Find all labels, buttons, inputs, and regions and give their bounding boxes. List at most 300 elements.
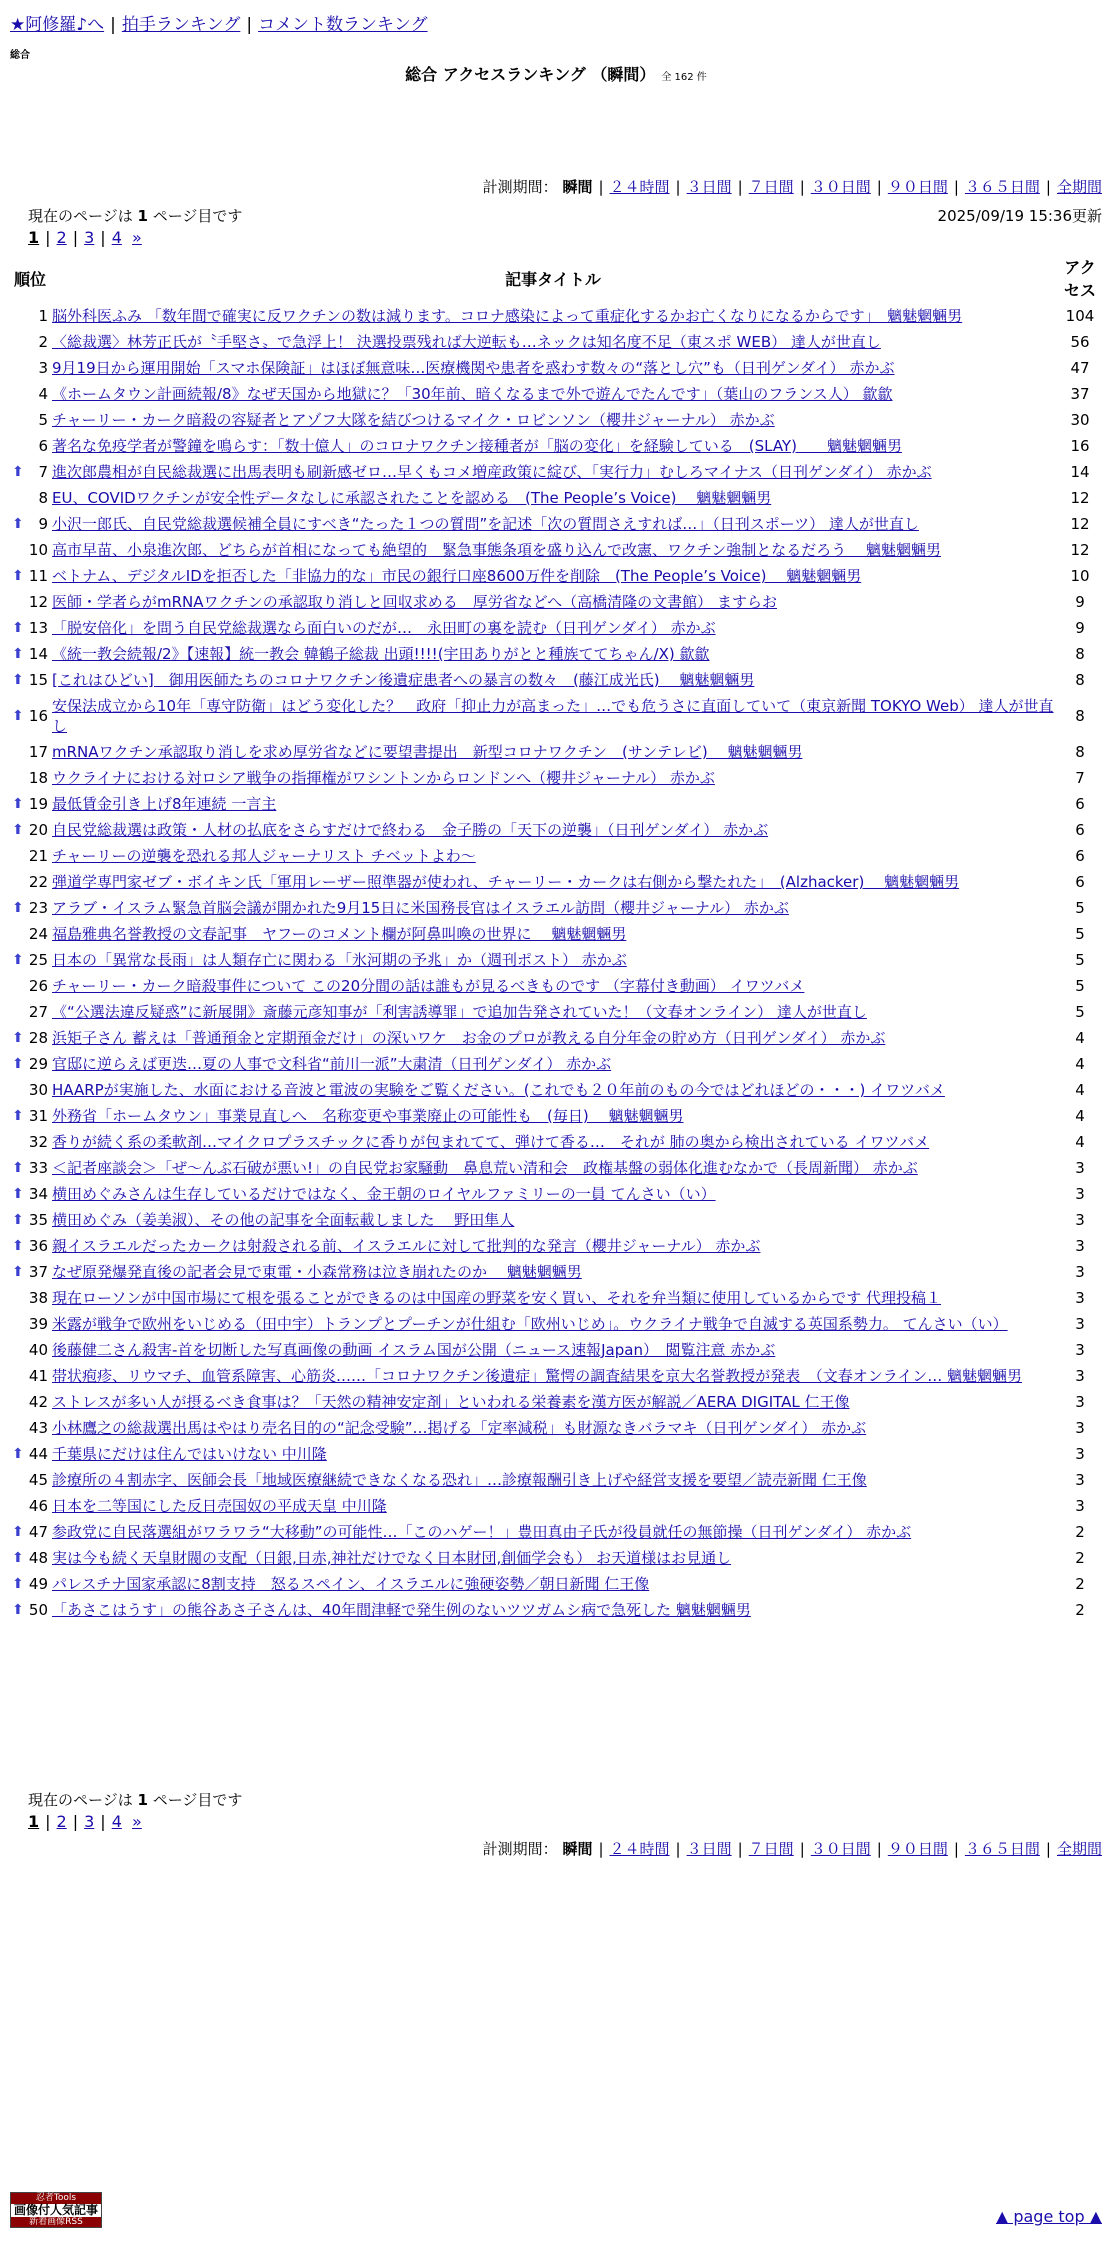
title-cell (50, 791, 1056, 817)
table-row (10, 1233, 1104, 1259)
period-365d-link[interactable]: ３６５日間 (964, 178, 1040, 196)
table-row (10, 1311, 1104, 1337)
article-link[interactable]: 《統一教会続報/2》【速報】統一教会 韓鶴子総裁 出頭!!!!(宇田ありがとと種族ててちゃん/X) 歙歙 (52, 645, 710, 663)
table-row (10, 739, 1104, 765)
table-header-row (10, 253, 1104, 303)
title-cell (50, 1207, 1056, 1233)
header-title: 記事タイトル (505, 269, 601, 289)
ranking-table (10, 253, 1104, 1623)
table-row (10, 1155, 1104, 1181)
rank-number: 9 (38, 515, 48, 533)
pager-top: 1 | 2 | 3 | 4 » (28, 228, 142, 247)
rank-cell (10, 1285, 50, 1311)
access-count: 3 (1075, 1471, 1085, 1489)
period-90d-link[interactable]: ９０日間 (887, 178, 948, 196)
article-link[interactable]: 診療所の４割赤字、医師会長「地域医療継続できなくなる恐れ」…診療報酬引き上げや経営支援を要望／読売新聞 仁王像 (52, 1471, 867, 1489)
title-cell (50, 869, 1056, 895)
article-link[interactable]: 弾道学専門家ゼブ・ボイキン氏「軍用レーザー照準器が使われ、チャーリー・カークは右側から撃たれた」 (Alzhacker) 魑魅魍魎男 (52, 873, 960, 891)
table-row (10, 1025, 1104, 1051)
access-count: 8 (1075, 743, 1085, 761)
period-7d-link[interactable]: ７日間 (748, 1840, 794, 1858)
table-row (10, 355, 1104, 381)
table-row (10, 1103, 1104, 1129)
period-30d-link[interactable]: ３０日間 (810, 178, 871, 196)
article-link[interactable]: アラブ・イスラム緊急首脳会議が開かれた9月15日に米国務長官はイスラエル訪問（櫻井ジャーナル） 赤かぶ (52, 899, 789, 917)
rank-number: 46 (28, 1497, 48, 1515)
article-link[interactable]: 千葉県にだけは住んではいけない 中川隆 (52, 1445, 327, 1463)
article-link[interactable]: HAARPが実施した、水面における音波と電波の実験をご覧ください。(これでも２０年前のもの今ではどれほどの・・・) イワツバメ (52, 1081, 945, 1099)
article-link[interactable]: [これはひどい] 御用医師たちのコロナワクチン後遺症患者への暴言の数々 (藤江成光氏) 魑魅魍魎男 (52, 671, 755, 689)
pager-next[interactable]: » (132, 1812, 142, 1831)
rank-cell (10, 1337, 50, 1363)
table-row (10, 869, 1104, 895)
table-row (10, 947, 1104, 973)
rank-cell (10, 895, 50, 921)
page-title: 総合 アクセスランキング （瞬間） (405, 65, 656, 84)
rank-cell (10, 947, 50, 973)
access-count: 2 (1075, 1575, 1085, 1593)
rank-cell (10, 739, 50, 765)
article-link[interactable]: 著名な免疫学者が警鐘を鳴らす：「数十億人」のコロナワクチン接種者が「脳の変化」を経験している (SLAY) 魑魅魍魎男 (52, 437, 902, 455)
article-link[interactable]: 〈総裁選〉林芳正氏が〝手堅さ〟で急浮上！ 決選投票残れば大逆転も…ネックは知名度不足（東スポ WEB） 達人が世直し (52, 333, 881, 351)
rank-number: 4 (38, 385, 48, 403)
rank-up-arrow-icon: ⬆ (12, 900, 24, 916)
table-row (10, 1051, 1104, 1077)
nav-separator: | (110, 15, 116, 35)
rank-up-arrow-icon: ⬆ (12, 464, 24, 480)
table-row (10, 615, 1104, 641)
article-link[interactable]: 横田めぐみさんは生存しているだけではなく、金王朝のロイヤルファミリーの一員 てんさい（い） (52, 1185, 716, 1203)
access-count: 9 (1075, 593, 1085, 611)
rank-number: 33 (28, 1159, 48, 1177)
rank-number: 44 (28, 1445, 48, 1463)
article-link[interactable]: パレスチナ国家承認に8割支持 怒るスペイン、イスラエルに強硬姿勢／朝日新聞 仁王像 (52, 1575, 650, 1593)
rank-up-arrow-icon: ⬆ (12, 568, 24, 584)
article-link[interactable]: チャーリー・カーク暗殺の容疑者とアゾフ大隊を結びつけるマイク・ロビンソン（櫻井ジャーナル） 赤かぶ (52, 411, 775, 429)
rank-cell (10, 485, 50, 511)
table-row (10, 641, 1104, 667)
rank-cell (10, 693, 50, 739)
article-link[interactable]: 小林鷹之の総裁選出馬はやはり売名目的の“記念受験”…掲げる「定率減税」も財源なきバラマキ（日刊ゲンダイ） 赤かぶ (52, 1419, 867, 1437)
article-link[interactable]: ベトナム、デジタルIDを拒否した「非協力的な」市民の銀行口座8600万件を削除 (The People’s Voice) 魑魅魍魎男 (52, 567, 862, 585)
rank-up-arrow-icon: ⬆ (12, 1056, 24, 1072)
rank-number: 30 (28, 1081, 48, 1099)
rank-cell (10, 973, 50, 999)
page-info-top: 現在のページは 1 ページ目です (28, 207, 243, 225)
table-row (10, 407, 1104, 433)
rank-number: 37 (28, 1263, 48, 1281)
period-90d-link[interactable]: ９０日間 (887, 1840, 948, 1858)
title-cell (50, 407, 1056, 433)
title-cell (50, 1051, 1056, 1077)
pager-page-4[interactable]: 4 (111, 228, 122, 247)
rank-cell (10, 1181, 50, 1207)
rank-cell (10, 511, 50, 537)
pager-bottom: 1 | 2 | 3 | 4 » (28, 1812, 142, 1831)
pager-page-2[interactable]: 2 (56, 228, 67, 247)
title-cell (50, 381, 1056, 407)
section-label: 総合 (10, 50, 30, 61)
table-row (10, 1545, 1104, 1571)
title-cell (50, 1493, 1056, 1519)
table-row (10, 485, 1104, 511)
rank-number: 42 (28, 1393, 48, 1411)
title-cell (50, 1337, 1056, 1363)
rank-number: 3 (38, 359, 48, 377)
period-current: 瞬間 (562, 178, 593, 196)
access-count: 4 (1075, 1107, 1085, 1125)
rank-cell (10, 1415, 50, 1441)
table-row (10, 329, 1104, 355)
access-count: 5 (1075, 1003, 1085, 1021)
page-title-wrap (0, 62, 1112, 85)
title-cell (50, 1233, 1056, 1259)
access-count: 5 (1075, 925, 1085, 943)
article-link[interactable]: mRNAワクチン承認取り消しを求め厚労省などに要望書提出 新型コロナワクチン (サンテレビ) 魑魅魍魎男 (52, 743, 803, 761)
rank-number: 25 (28, 951, 48, 969)
title-cell (50, 1415, 1056, 1441)
access-count: 4 (1075, 1029, 1085, 1047)
rank-cell (10, 1233, 50, 1259)
access-count: 7 (1075, 769, 1085, 787)
article-link[interactable]: 脳外科医ふみ 「数年間で確実に反ワクチンの数は減ります。コロナ感染によって重症化するかお亡くなりになるからです」 魑魅魍魎男 (52, 307, 963, 325)
ninja-tools-logo[interactable]: 忍者Tools 画像付人気記事 新着画像RSS (10, 2192, 102, 2228)
rank-number: 24 (28, 925, 48, 943)
title-cell (50, 1597, 1056, 1623)
article-link[interactable]: 香りが続く系の柔軟剤…マイクロプラスチックに香りが包まれてて、弾けて香る… それが 肺の奥から検出されている イワツバメ (52, 1133, 930, 1151)
access-count: 4 (1075, 1055, 1085, 1073)
pager-next[interactable]: » (132, 228, 142, 247)
access-count: 2 (1075, 1523, 1085, 1541)
period-current: 瞬間 (562, 1840, 593, 1858)
table-row (10, 537, 1104, 563)
access-count: 5 (1075, 951, 1085, 969)
rank-number: 10 (28, 541, 48, 559)
rank-cell (10, 563, 50, 589)
article-link[interactable]: 「脱安倍化」を問う自民党総裁選なら面白いのだが… 永田町の裏を読む（日刊ゲンダイ） 赤かぶ (52, 619, 716, 637)
rank-number: 28 (28, 1029, 48, 1047)
rank-cell (10, 1051, 50, 1077)
article-link[interactable]: ウクライナにおける対ロシア戦争の指揮権がワシントンからロンドンへ（櫻井ジャーナル） 赤かぶ (52, 769, 715, 787)
page-top-link[interactable]: ▲ page top ▲ (995, 2207, 1102, 2226)
access-count: 3 (1075, 1159, 1085, 1177)
rank-cell (10, 817, 50, 843)
article-link[interactable]: 高市早苗、小泉進次郎、どちらが首相になっても絶望的 緊急事態条項を盛り込んで改憲、ワクチン強制となるだろう 魑魅魍魎男 (52, 541, 942, 559)
table-row (10, 1571, 1104, 1597)
rank-cell (10, 329, 50, 355)
period-3d-link[interactable]: ３日間 (686, 178, 732, 196)
article-link[interactable]: チャーリー・カーク暗殺事件について この20分間の話は誰もが見るべきものです （字幕付き動画） イワツバメ (52, 977, 805, 995)
access-count: 6 (1075, 873, 1085, 891)
rank-cell (10, 1259, 50, 1285)
rank-up-arrow-icon: ⬆ (12, 952, 24, 968)
article-link[interactable]: チャーリーの逆襲を恐れる邦人ジャーナリスト チベットよわ〜 (52, 847, 476, 865)
table-row (10, 589, 1104, 615)
period-24h-link[interactable]: ２４時間 (609, 178, 670, 196)
pager-page-3[interactable]: 3 (84, 228, 95, 247)
rank-up-arrow-icon: ⬆ (12, 672, 24, 688)
rank-number: 39 (28, 1315, 48, 1333)
rank-number: 47 (28, 1523, 48, 1541)
rank-cell (10, 1077, 50, 1103)
total-count: 全 162 件 (661, 72, 707, 83)
article-link[interactable]: 福島雅典名誉教授の文春記事 ヤフーのコメント欄が阿鼻叫喚の世界に 魑魅魍魎男 (52, 925, 627, 943)
rank-up-arrow-icon: ⬆ (12, 708, 24, 724)
period-7d-link[interactable]: ７日間 (748, 178, 794, 196)
table-row (10, 693, 1104, 739)
rank-cell (10, 381, 50, 407)
access-count: 3 (1075, 1367, 1085, 1385)
access-count: 12 (1070, 489, 1090, 507)
article-link[interactable]: 9月19日から運用開始「スマホ保険証」はほぼ無意味…医療機関や患者を惑わす数々の“落とし穴”も（日刊ゲンダイ） 赤かぶ (52, 359, 895, 377)
table-row (10, 1129, 1104, 1155)
access-count: 14 (1070, 463, 1090, 481)
rank-cell (10, 869, 50, 895)
title-cell (50, 459, 1056, 485)
pager-page-3[interactable]: 3 (84, 1812, 95, 1831)
rank-number: 18 (28, 769, 48, 787)
rank-number: 22 (28, 873, 48, 891)
article-link[interactable]: 日本を二等国にした反日売国奴の平成天皇 中川隆 (52, 1497, 387, 1515)
rank-number: 29 (28, 1055, 48, 1073)
table-row (10, 563, 1104, 589)
table-row (10, 303, 1104, 329)
access-count: 3 (1075, 1393, 1085, 1411)
table-row (10, 381, 1104, 407)
rank-cell (10, 459, 50, 485)
title-cell (50, 739, 1056, 765)
rank-number: 35 (28, 1211, 48, 1229)
table-row (10, 511, 1104, 537)
access-count: 8 (1075, 707, 1085, 725)
rank-up-arrow-icon: ⬆ (12, 1108, 24, 1124)
title-cell (50, 1571, 1056, 1597)
nav-link-clap-ranking[interactable]: 拍手ランキング (121, 15, 241, 35)
rank-up-arrow-icon: ⬆ (12, 1186, 24, 1202)
table-row (10, 921, 1104, 947)
title-cell (50, 921, 1056, 947)
title-cell (50, 433, 1056, 459)
article-link[interactable]: 安保法成立から10年「専守防衛」はどう変化した？ 政府「抑止力が高まった」…でも危うさに直面していて（東京新聞 TOKYO Web） 達人が世直し (52, 697, 1054, 735)
table-row (10, 1493, 1104, 1519)
table-row (10, 791, 1104, 817)
article-link[interactable]: 浜矩子さん 蓄えは「普通預金と定期預金だけ」の深いワケ お金のプロが教える自分年金の貯め方（日刊ゲンダイ） 赤かぶ (52, 1029, 886, 1047)
rank-cell (10, 1467, 50, 1493)
rank-number: 38 (28, 1289, 48, 1307)
table-row (10, 1077, 1104, 1103)
article-link[interactable]: ストレスが多い人が摂るべき食事は？「天然の精神安定剤」といわれる栄養素を漢方医が解説／AERA DIGITAL 仁王像 (52, 1393, 850, 1411)
title-cell (50, 765, 1056, 791)
title-cell (50, 667, 1056, 693)
ranking-body (10, 303, 1104, 1623)
rank-number: 43 (28, 1419, 48, 1437)
access-count: 3 (1075, 1445, 1085, 1463)
rank-number: 17 (28, 743, 48, 761)
period-selector-top: 計測期間： 瞬間 | ２４時間 | ３日間 | ７日間 | ３０日間 | ９０日間 | ３６５日間 | 全期間 (482, 178, 1102, 196)
table-row (10, 999, 1104, 1025)
title-cell (50, 1025, 1056, 1051)
table-row (10, 1389, 1104, 1415)
period-label: 計測期間： (482, 1840, 558, 1858)
access-count: 56 (1070, 333, 1090, 351)
title-cell (50, 329, 1056, 355)
table-row (10, 1337, 1104, 1363)
table-row (10, 433, 1104, 459)
title-cell (50, 1103, 1056, 1129)
rank-number: 12 (28, 593, 48, 611)
table-row (10, 1259, 1104, 1285)
header-rank: 順位 (13, 269, 46, 289)
title-cell (50, 1259, 1056, 1285)
title-cell (50, 1441, 1056, 1467)
period-label: 計測期間： (482, 178, 558, 196)
title-cell (50, 1155, 1056, 1181)
table-row (10, 1363, 1104, 1389)
article-link[interactable]: 後藤健二さん殺害-首を切断した写真画像の動画 イスラム国が公開（ニュース速報Japan） 閲覧注意 赤かぶ (52, 1341, 776, 1359)
access-count: 5 (1075, 899, 1085, 917)
rank-cell (10, 1363, 50, 1389)
access-count: 12 (1070, 541, 1090, 559)
table-row (10, 459, 1104, 485)
rank-cell (10, 1571, 50, 1597)
rank-cell (10, 765, 50, 791)
period-24h-link[interactable]: ２４時間 (609, 1840, 670, 1858)
rank-number: 1 (38, 307, 48, 325)
rank-cell (10, 355, 50, 381)
rank-number: 49 (28, 1575, 48, 1593)
access-count: 6 (1075, 795, 1085, 813)
article-link[interactable]: 米露が戦争で欧州をいじめる（田中宇）トランプとプーチンが仕組む「欧州いじめ」。ウクライナ戦争で自滅する英国系勢力。 てんさい（い） (52, 1315, 1008, 1333)
table-row (10, 765, 1104, 791)
period-365d-link[interactable]: ３６５日間 (964, 1840, 1040, 1858)
title-cell (50, 1519, 1056, 1545)
article-link[interactable]: 「あさこはうす」の熊谷あさ子さんは、40年間津軽で発生例のないツツガムシ病で急死した 魑魅魍魎男 (52, 1601, 751, 1619)
rank-cell (10, 537, 50, 563)
title-cell (50, 693, 1056, 739)
article-link[interactable]: EU、COVIDワクチンが安全性データなしに承認されたことを認める (The People’s Voice) 魑魅魍魎男 (52, 489, 772, 507)
rank-cell (10, 1545, 50, 1571)
period-all-link[interactable]: 全期間 (1056, 1840, 1102, 1858)
article-link[interactable]: 進次郎農相が自民総裁選に出馬表明も刷新感ゼロ…早くもコメ増産政策に綻び、「実行力」むしろマイナス（日刊ゲンダイ） 赤かぶ (52, 463, 932, 481)
rank-up-arrow-icon: ⬆ (12, 1160, 24, 1176)
rank-up-arrow-icon: ⬆ (12, 1550, 24, 1566)
rank-cell (10, 1155, 50, 1181)
rank-cell (10, 1389, 50, 1415)
title-cell (50, 1363, 1056, 1389)
rank-cell (10, 641, 50, 667)
period-30d-link[interactable]: ３０日間 (810, 1840, 871, 1858)
title-cell (50, 999, 1056, 1025)
article-link[interactable]: 《“公選法違反疑惑”に新展開》斎藤元彦知事が「利害誘導罪」で追加告発されていた！（文春オンライン） 達人が世直し (52, 1003, 867, 1021)
period-selector-bottom: 計測期間： 瞬間 | ２４時間 | ３日間 | ７日間 | ３０日間 | ９０日間 | ３６５日間 | 全期間 (482, 1840, 1102, 1858)
access-count: 47 (1070, 359, 1090, 377)
access-count: 4 (1075, 1133, 1085, 1151)
rank-cell (10, 1025, 50, 1051)
article-link[interactable]: 親イスラエルだったカークは射殺される前、イスラエルに対して批判的な発言（櫻井ジャーナル） 赤かぶ (52, 1237, 761, 1255)
title-cell (50, 1129, 1056, 1155)
article-link[interactable]: 小沢一郎氏、自民党総裁選候補全員にすべき“たった１つの質問”を記述「次の質問さえすれば…」（日刊スポーツ） 達人が世直し (52, 515, 919, 533)
top-nav (10, 10, 428, 35)
rank-number: 8 (38, 489, 48, 507)
article-link[interactable]: 実は今も続く天皇財閥の支配（日銀,日赤,神社だけでなく日本財団,創価学会も） お天道様はお見通し (52, 1549, 732, 1567)
title-cell (50, 895, 1056, 921)
access-count: 2 (1075, 1601, 1085, 1619)
rank-up-arrow-icon: ⬆ (12, 1524, 24, 1540)
table-row (10, 1415, 1104, 1441)
article-link[interactable]: 横田めぐみ（姜美淑）、その他の記事を全面転載しました 野田隼人 (52, 1211, 515, 1229)
article-link[interactable]: なぜ原発爆発直後の記者会見で東電・小森常務は泣き崩れたのか 魑魅魍魎男 (52, 1263, 582, 1281)
access-count: 3 (1075, 1211, 1085, 1229)
title-cell (50, 1077, 1056, 1103)
pager-current: 1 (28, 228, 40, 247)
title-cell (50, 973, 1056, 999)
article-link[interactable]: 自民党総裁選は政策・人材の払底をさらすだけで終わる 金子勝の「天下の逆襲」（日刊ゲンダイ） 赤かぶ (52, 821, 769, 839)
article-link[interactable]: 《ホームタウン計画続報/8》なぜ天国から地獄に？「30年前、暗くなるまで外で遊んでたんです」（葉山のフランス人） 歙歙 (52, 385, 893, 403)
nav-link-asyura[interactable]: ★阿修羅♪へ (10, 15, 105, 35)
rank-cell (10, 589, 50, 615)
rank-number: 26 (28, 977, 48, 995)
rank-number: 7 (38, 463, 48, 481)
rank-up-arrow-icon: ⬆ (12, 646, 24, 662)
rank-number: 13 (28, 619, 48, 637)
article-link[interactable]: 官邸に逆らえば更迭…夏の人事で文科省“前川一派”大粛清（日刊ゲンダイ） 赤かぶ (52, 1055, 612, 1073)
rank-cell (10, 1441, 50, 1467)
rank-cell (10, 433, 50, 459)
article-link[interactable]: 医師・学者らがmRNAワクチンの承認取り消しと回収求める 厚労省などへ（高橋清隆の文書館） ますらお (52, 593, 777, 611)
access-count: 37 (1070, 385, 1090, 403)
pager-page-4[interactable]: 4 (111, 1812, 122, 1831)
title-cell (50, 485, 1056, 511)
page-info-bottom: 現在のページは 1 ページ目です (28, 1791, 243, 1809)
period-all-link[interactable]: 全期間 (1056, 178, 1102, 196)
article-link[interactable]: 参政党に自民落選組がワラワラ“大移動”の可能性…「このハゲー！」豊田真由子氏が役員就任の無節操（日刊ゲンダイ） 赤かぶ (52, 1523, 912, 1541)
title-cell (50, 355, 1056, 381)
article-link[interactable]: 現在ローソンが中国市場にて根を張ることができるのは中国産の野菜を安く買い、それを弁当類に使用しているからです 代理投稿１ (52, 1289, 942, 1307)
rank-cell (10, 921, 50, 947)
table-row (10, 1181, 1104, 1207)
title-cell (50, 843, 1056, 869)
nav-link-comment-ranking[interactable]: コメント数ランキング (258, 15, 428, 35)
article-link[interactable]: 外務省「ホームタウン」事業見直しへ 名称変更や事業廃止の可能性も (毎日) 魑魅魍魎男 (52, 1107, 684, 1125)
rank-number: 36 (28, 1237, 48, 1255)
pager-current: 1 (28, 1812, 40, 1831)
access-count: 3 (1075, 1315, 1085, 1333)
rank-cell (10, 843, 50, 869)
article-link[interactable]: 日本の「異常な長雨」は人類存亡に関わる「氷河期の予兆」か（週刊ポスト） 赤かぶ (52, 951, 627, 969)
access-count: 2 (1075, 1549, 1085, 1567)
title-cell (50, 1285, 1056, 1311)
title-cell (50, 641, 1056, 667)
rank-cell (10, 1311, 50, 1337)
rank-up-arrow-icon: ⬆ (12, 620, 24, 636)
pager-page-2[interactable]: 2 (56, 1812, 67, 1831)
article-link[interactable]: 帯状疱疹、リウマチ、血管系障害、心筋炎……「コロナワクチン後遺症」驚愕の調査結果を京大名誉教授が発表 （文春オンライン… 魑魅魍魎男 (52, 1367, 1023, 1385)
rank-up-arrow-icon: ⬆ (12, 1212, 24, 1228)
rank-cell (10, 1519, 50, 1545)
rank-up-arrow-icon: ⬆ (12, 1264, 24, 1280)
period-3d-link[interactable]: ３日間 (686, 1840, 732, 1858)
access-count: 3 (1075, 1289, 1085, 1307)
rank-number: 21 (28, 847, 48, 865)
rank-number: 23 (28, 899, 48, 917)
article-link[interactable]: ＜記者座談会＞「ぜ〜んぶ石破が悪い!」の自民党お家騒動 鼻息荒い清和会 政権基盤の弱体化進むなかで（長周新聞） 赤かぶ (52, 1159, 918, 1177)
title-cell (50, 947, 1056, 973)
access-count: 12 (1070, 515, 1090, 533)
rank-number: 19 (28, 795, 48, 813)
rank-number: 5 (38, 411, 48, 429)
rank-number: 31 (28, 1107, 48, 1125)
article-link[interactable]: 最低賃金引き上げ8年連続 一言主 (52, 795, 277, 813)
